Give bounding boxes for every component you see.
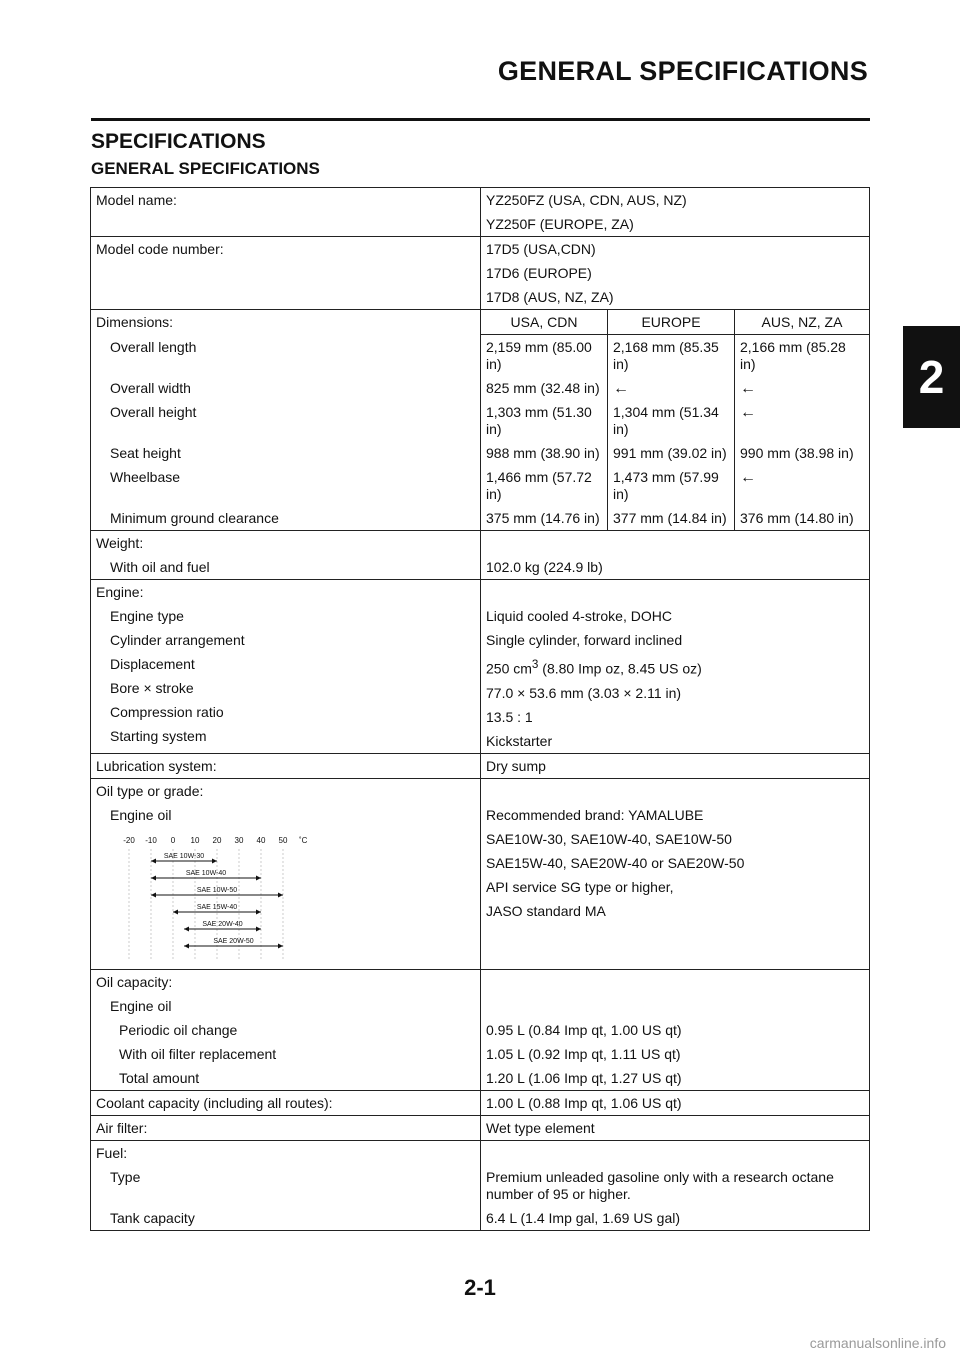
oil-capacity-value: 1.20 L (1.06 Imp qt, 1.27 US qt) [486,1069,682,1086]
spec-row-coolant [91,1090,870,1115]
watermark: carmanualsonline.info [809,1335,946,1351]
engine-value: Kickstarter [486,732,553,749]
dimension-label: Wheelbase [110,469,181,485]
displacement-prefix: 250 cm [486,660,532,677]
same-as-left-arrow: ← [740,469,756,486]
dimension-value: 825 mm (32.48 in) [486,380,600,396]
engine-item-label: Compression ratio [110,704,224,720]
oil-type-value: Recommended brand: YAMALUBE [486,806,704,823]
dimensions-label: Dimensions: [96,314,174,330]
engine-item-label: Cylinder arrangement [110,632,245,648]
grade-label: SAE 10W-30 [163,852,205,860]
region-header: EUROPE [641,314,701,330]
grade-range-arrow-left [184,943,189,948]
dimension-value: 375 mm (14.76 in) [486,510,600,526]
spec-row-overall-width [91,376,870,400]
dimension-value: 377 mm (14.84 in) [613,510,727,526]
oil-type-value: API service SG type or higher, [486,878,674,895]
spec-row-model-name [91,188,870,237]
engine-value: Liquid cooled 4-stroke, DOHC [486,608,672,624]
grade-range-arrow-right [278,892,283,897]
coolant-label: Coolant capacity (including all routes): [96,1094,333,1111]
temperature-tick-label: -10 [145,835,157,845]
fuel-value: Premium unleaded gasoline only with a research octane number of 95 or higher. [486,1168,834,1202]
spec-row-seat-height [91,441,870,465]
grade-range-arrow-right [256,909,261,914]
oil-capacity-item-label: Periodic oil change [119,1021,238,1038]
lubrication-value: Dry sump [486,757,546,774]
grade-range-arrow-left [151,892,156,897]
grade-range-arrow-right [212,858,217,863]
oil-type-label: Oil type or grade: [96,782,204,799]
air-filter-label: Air filter: [96,1119,148,1136]
region-header: USA, CDN [510,314,578,330]
model-code-value: 17D8 (AUS, NZ, ZA) [486,289,614,305]
displacement-value [481,652,869,681]
coolant-value: 1.00 L (0.88 Imp qt, 1.06 US qt) [486,1094,682,1111]
weight-item-label: With oil and fuel [110,559,210,575]
oil-type-value: SAE15W-40, SAE20W-40 or SAE20W-50 [486,854,745,871]
model-code-value: 17D6 (EUROPE) [486,265,592,281]
model-name-label: Model name: [96,192,177,208]
oil-capacity-label: Oil capacity: [96,973,173,990]
spec-row-ground-clearance [91,506,870,531]
dimension-value: 1,304 mm (51.34 in) [613,404,719,437]
temperature-tick-label: 30 [234,835,244,845]
spec-row-overall-height [91,400,870,441]
same-as-left-arrow: ← [740,404,756,421]
same-as-left-arrow: ← [613,380,629,397]
weight-label: Weight: [96,535,144,551]
dimension-value: 2,168 mm (85.35 in) [613,339,719,372]
grade-label: SAE 20W-40 [202,920,243,928]
displacement-suffix: (8.80 Imp oz, 8.45 US oz) [538,660,702,677]
temperature-tick-label: 10 [190,835,200,845]
spec-row-lubrication [91,753,870,778]
temperature-tick-label: 0 [170,835,176,845]
engine-item-label: Displacement [110,656,195,672]
chapter-tab: 2 [903,326,960,428]
dimension-value: 1,303 mm (51.30 in) [486,404,592,437]
spec-row-air-filter [91,1115,870,1140]
dimension-value: 376 mm (14.80 in) [740,510,854,526]
spec-row-dimensions-header [91,310,870,335]
cubic-superscript: 3 [531,658,539,671]
page-number: 2-1 [464,1275,496,1300]
temperature-unit-label: ˚C [299,835,308,845]
dimension-value: 988 mm (38.90 in) [486,445,600,461]
spec-row-fuel [91,1140,870,1230]
temperature-tick-label: 50 [278,835,288,845]
engine-item-label: Starting system [110,728,207,744]
grade-label: SAE 10W-40 [185,869,227,877]
engine-oil-label: Engine oil [110,806,172,823]
dimension-value: 2,159 mm (85.00 in) [486,339,592,372]
spec-row-model-code [91,237,870,310]
oil-type-value: JASO standard MA [486,902,606,919]
dimension-value: 1,473 mm (57.99 in) [613,469,719,502]
grade-range-arrow-right [278,943,283,948]
model-code-label: Model code number: [96,241,224,257]
dimension-value: 1,466 mm (57.72 in) [486,469,592,502]
region-header: AUS, NZ, ZA [761,314,843,330]
dimension-value: 991 mm (39.02 in) [613,445,727,461]
grade-label: SAE 10W-50 [196,886,238,894]
spec-row-oil-type [91,778,870,969]
dimension-value: 990 mm (38.98 in) [740,445,854,461]
weight-value: 102.0 kg (224.9 lb) [486,559,603,575]
grade-range-arrow-right [256,926,261,931]
dimension-label: Overall width [110,380,191,396]
spec-row-weight [91,531,870,580]
engine-value: 77.0 × 53.6 mm (3.03 × 2.11 in) [486,684,682,701]
spec-row-wheelbase [91,465,870,506]
header-rule [91,118,870,121]
spec-row-engine [91,580,870,754]
section-title: SPECIFICATIONS [91,130,266,153]
dimension-label: Overall length [110,338,197,355]
engine-item-label: Engine type [110,608,184,624]
oil-capacity-value: 0.95 L (0.84 Imp qt, 1.00 US qt) [486,1021,682,1038]
oil-capacity-item-label: Total amount [119,1069,200,1086]
grade-range-arrow-left [151,875,156,880]
grade-range-arrow-left [184,926,189,931]
same-as-left-arrow: ← [740,380,756,397]
fuel-label: Fuel: [96,1144,128,1161]
lubrication-label: Lubrication system: [96,757,217,774]
spec-table [90,187,870,1231]
dimension-label: Overall height [110,404,197,420]
engine-item-label: Bore × stroke [110,680,194,696]
dimension-label: Seat height [110,445,181,461]
grade-label: SAE 20W-50 [213,937,254,945]
grade-range-arrow-right [256,875,261,880]
model-name-value: YZ250F (EUROPE, ZA) [486,216,634,232]
fuel-item-label: Type [110,1168,141,1185]
dimension-value: 2,166 mm (85.28 in) [740,339,846,372]
fuel-item-label: Tank capacity [110,1209,195,1226]
oil-capacity-item-label: With oil filter replacement [119,1045,277,1062]
oil-type-value: SAE10W-30, SAE10W-40, SAE10W-50 [486,830,732,847]
spec-row-oil-capacity [91,969,870,1090]
grade-label: SAE 15W-40 [196,903,238,911]
temperature-tick-label: 40 [256,835,266,845]
air-filter-value: Wet type element [486,1119,595,1136]
temperature-tick-label: 20 [212,835,222,845]
fuel-value: 6.4 L (1.4 Imp gal, 1.69 US gal) [486,1209,681,1226]
page-header-title: GENERAL SPECIFICATIONS [497,56,868,86]
engine-label: Engine: [96,584,144,600]
engine-value: 13.5 : 1 [486,708,533,725]
oil-capacity-value: 1.05 L (0.92 Imp qt, 1.11 US qt) [486,1045,681,1062]
grade-range-arrow-left [173,909,178,914]
engine-oil-label: Engine oil [110,997,172,1014]
temperature-tick-label: -20 [123,835,135,845]
model-code-value: 17D5 (USA,CDN) [486,241,596,257]
oil-temperature-chart [115,833,315,961]
spec-row-overall-length [91,335,870,377]
model-name-value: YZ250FZ (USA, CDN, AUS, NZ) [486,192,687,208]
dimension-label: Minimum ground clearance [110,510,279,526]
grade-range-arrow-left [151,858,156,863]
subsection-title: GENERAL SPECIFICATIONS [91,159,320,178]
engine-value: Single cylinder, forward inclined [486,632,683,648]
